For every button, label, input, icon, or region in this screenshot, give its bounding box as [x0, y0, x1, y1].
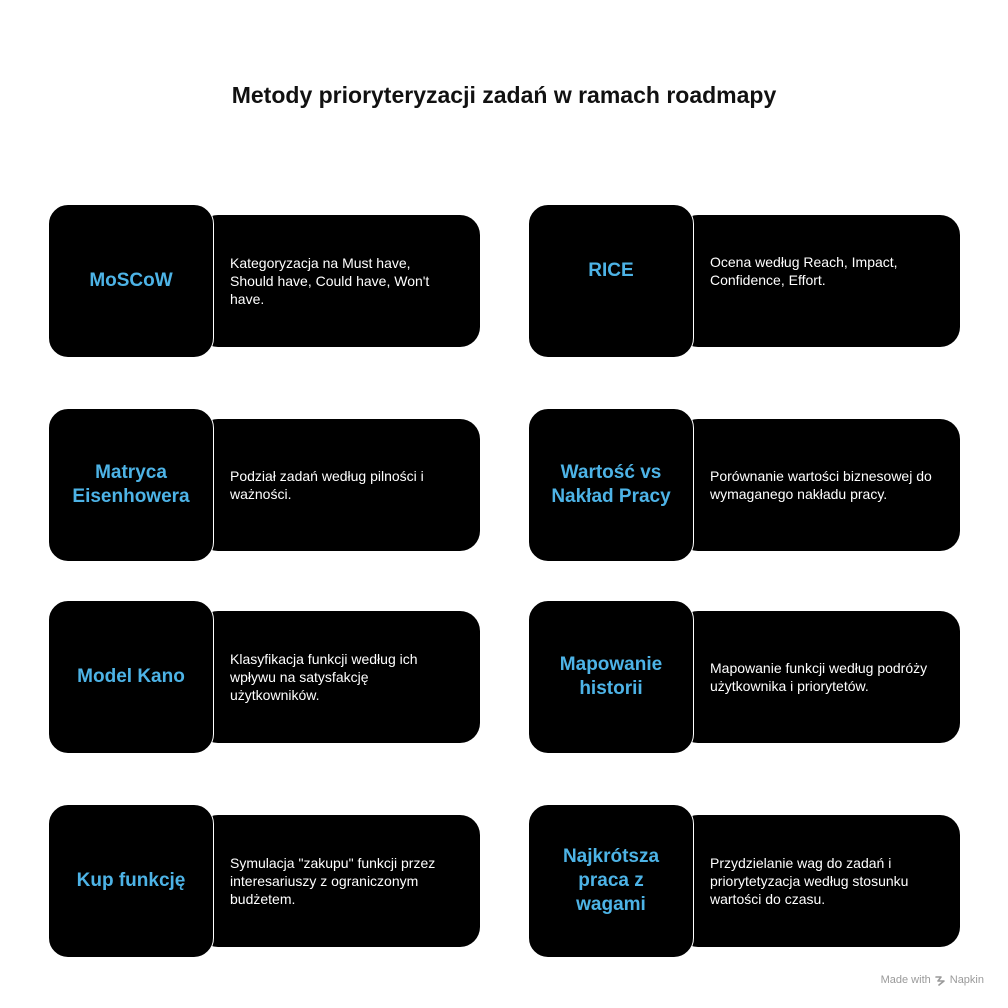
- method-description-box: [198, 215, 480, 347]
- method-card-rice: [528, 204, 960, 360]
- method-description: Porównanie wartości biznesowej do wymaganego nakładu pracy.: [710, 468, 932, 502]
- method-description: Ocena według Reach, Impact, Confidence, Effort.: [710, 254, 898, 288]
- method-card-value-vs-effort: [528, 408, 960, 564]
- diagram-title: Metody prioryteryzacji zadań w ramach roadmapy: [231, 82, 777, 108]
- method-description-box: [198, 611, 480, 743]
- method-name: Matryca Eisenhowera: [72, 462, 190, 507]
- method-name-box: [48, 600, 214, 754]
- method-name-box: [528, 204, 694, 358]
- method-description-box: [678, 419, 960, 551]
- method-name-box: [48, 204, 214, 358]
- method-card-kano: [48, 600, 480, 756]
- method-description-box: [198, 815, 480, 947]
- made-with-label: Made with: [880, 974, 931, 986]
- method-description-box: [678, 215, 960, 347]
- method-name: MoSCoW: [89, 270, 173, 291]
- method-name: Model Kano: [77, 666, 185, 687]
- method-description: Symulacja "zakupu" funkcji przez interesariuszy z ograniczonym budżetem.: [230, 855, 436, 907]
- method-description: Mapowanie funkcji według podróży użytkownika i priorytetów.: [710, 660, 928, 694]
- napkin-brand-label: Napkin: [949, 974, 984, 986]
- method-card-eisenhower: [48, 408, 480, 564]
- method-description-box: [198, 419, 480, 551]
- method-description: Kategoryzacja na Must have, Should have, Could have, Won't have.: [230, 255, 430, 307]
- method-name: Wartość vs Nakład Pracy: [551, 462, 671, 507]
- method-description-box: [678, 611, 960, 743]
- method-card-buy-feature: [48, 804, 480, 960]
- method-name-box: [48, 804, 214, 958]
- method-description-box: [678, 815, 960, 947]
- method-name: RICE: [588, 260, 634, 281]
- method-description: Podział zadań według pilności i ważności.: [230, 468, 424, 502]
- method-description: Przydzielanie wag do zadań i priorytetyzacja według stosunku wartości do czasu.: [710, 855, 909, 907]
- method-card-story-mapping: [528, 600, 960, 756]
- method-name-box: [528, 804, 694, 958]
- method-card-wsjf: [528, 804, 960, 960]
- method-description: Klasyfikacja funkcji według ich wpływu na satysfakcję użytkowników.: [230, 651, 418, 703]
- method-name-box: [48, 408, 214, 562]
- napkin-logo-icon: [935, 975, 946, 986]
- method-name: Najkrótsza praca z wagami: [562, 846, 660, 915]
- method-name: Kup funkcję: [76, 870, 186, 891]
- method-name: Mapowanie historii: [559, 654, 663, 699]
- made-with-napkin-badge[interactable]: [881, 974, 984, 986]
- method-name-box: [528, 408, 694, 562]
- method-card-moscow: [48, 204, 480, 360]
- method-name-box: [528, 600, 694, 754]
